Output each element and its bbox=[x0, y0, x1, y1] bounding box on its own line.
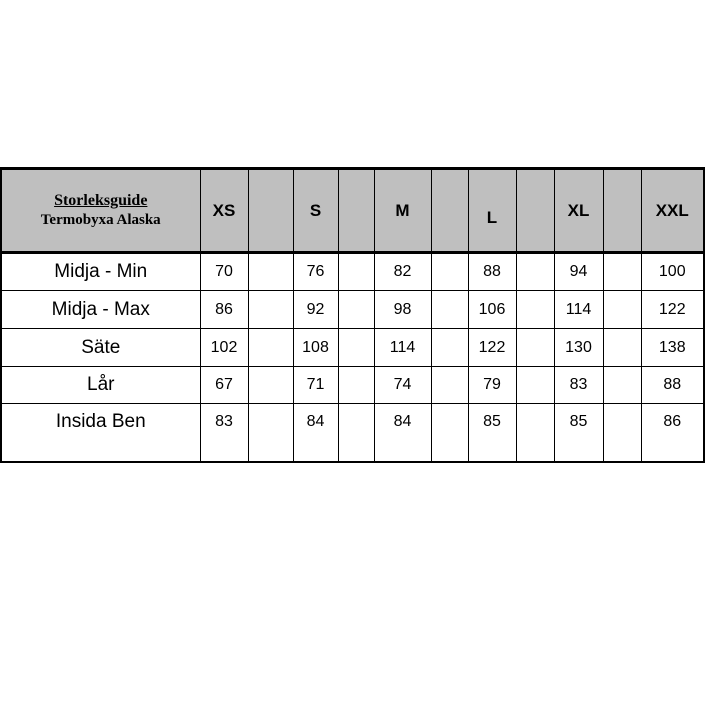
table-row-midja-min bbox=[1, 253, 704, 291]
spacer-cell bbox=[603, 367, 641, 404]
size-column-header-xs: XS bbox=[200, 169, 248, 253]
spacer-cell bbox=[603, 253, 641, 291]
size-value-cell: 122 bbox=[641, 291, 704, 329]
spacer-cell bbox=[603, 169, 641, 253]
size-value-cell: 84 bbox=[293, 404, 338, 462]
size-value-cell: 83 bbox=[200, 404, 248, 462]
size-column-header-m: M bbox=[374, 169, 431, 253]
size-value-cell: 70 bbox=[200, 253, 248, 291]
row-label: Midja - Max bbox=[1, 291, 200, 329]
size-value-cell: 86 bbox=[200, 291, 248, 329]
size-value-cell: 102 bbox=[200, 329, 248, 367]
spacer-cell bbox=[431, 329, 468, 367]
size-value-cell: 98 bbox=[374, 291, 431, 329]
size-value-cell: 76 bbox=[293, 253, 338, 291]
size-value-cell: 71 bbox=[293, 367, 338, 404]
spacer-cell bbox=[431, 404, 468, 462]
spacer-cell bbox=[431, 253, 468, 291]
spacer-cell bbox=[431, 367, 468, 404]
table-subtitle: Termobyxa Alaska bbox=[40, 212, 161, 228]
size-value-cell: 83 bbox=[554, 367, 603, 404]
size-value-cell: 122 bbox=[468, 329, 516, 367]
spacer-cell bbox=[431, 291, 468, 329]
row-label: Midja - Min bbox=[1, 253, 200, 291]
size-column-header-xl: XL bbox=[554, 169, 603, 253]
size-value-cell: 82 bbox=[374, 253, 431, 291]
spacer-cell bbox=[603, 404, 641, 462]
spacer-cell bbox=[516, 404, 554, 462]
size-value-cell: 88 bbox=[468, 253, 516, 291]
spacer-cell bbox=[248, 291, 293, 329]
spacer-cell bbox=[516, 291, 554, 329]
size-guide-container bbox=[0, 167, 705, 463]
spacer-cell bbox=[338, 253, 374, 291]
spacer-cell bbox=[338, 291, 374, 329]
size-value-cell: 130 bbox=[554, 329, 603, 367]
row-label: Lår bbox=[1, 367, 200, 404]
size-guide-table bbox=[0, 167, 705, 463]
size-column-header-s: S bbox=[293, 169, 338, 253]
spacer-cell bbox=[248, 169, 293, 253]
spacer-cell bbox=[516, 253, 554, 291]
size-value-cell: 92 bbox=[293, 291, 338, 329]
spacer-cell bbox=[338, 329, 374, 367]
size-value-cell: 106 bbox=[468, 291, 516, 329]
size-value-cell: 84 bbox=[374, 404, 431, 462]
row-label: Insida Ben bbox=[1, 404, 200, 462]
table-row-midja-max bbox=[1, 291, 704, 329]
spacer-cell bbox=[248, 329, 293, 367]
row-label: Säte bbox=[1, 329, 200, 367]
spacer-cell bbox=[603, 291, 641, 329]
size-column-header-l: L bbox=[468, 169, 516, 253]
size-column-header-xxl: XXL bbox=[641, 169, 704, 253]
size-value-cell: 67 bbox=[200, 367, 248, 404]
size-value-cell: 86 bbox=[641, 404, 704, 462]
table-row-lar bbox=[1, 367, 704, 404]
size-value-cell: 85 bbox=[554, 404, 603, 462]
table-row-insida-ben bbox=[1, 404, 704, 462]
table-title: Storleksguide bbox=[54, 192, 148, 209]
size-value-cell: 79 bbox=[468, 367, 516, 404]
table-header-row bbox=[1, 169, 704, 253]
size-value-cell: 138 bbox=[641, 329, 704, 367]
spacer-cell bbox=[516, 329, 554, 367]
size-value-cell: 100 bbox=[641, 253, 704, 291]
size-value-cell: 85 bbox=[468, 404, 516, 462]
size-value-cell: 94 bbox=[554, 253, 603, 291]
size-value-cell: 114 bbox=[374, 329, 431, 367]
spacer-cell bbox=[338, 169, 374, 253]
spacer-cell bbox=[603, 329, 641, 367]
spacer-cell bbox=[516, 367, 554, 404]
spacer-cell bbox=[248, 404, 293, 462]
spacer-cell bbox=[431, 169, 468, 253]
size-value-cell: 88 bbox=[641, 367, 704, 404]
size-value-cell: 108 bbox=[293, 329, 338, 367]
spacer-cell bbox=[248, 253, 293, 291]
table-title-cell bbox=[1, 169, 200, 253]
size-value-cell: 74 bbox=[374, 367, 431, 404]
table-row-sate bbox=[1, 329, 704, 367]
spacer-cell bbox=[338, 404, 374, 462]
size-value-cell: 114 bbox=[554, 291, 603, 329]
spacer-cell bbox=[248, 367, 293, 404]
spacer-cell bbox=[516, 169, 554, 253]
spacer-cell bbox=[338, 367, 374, 404]
